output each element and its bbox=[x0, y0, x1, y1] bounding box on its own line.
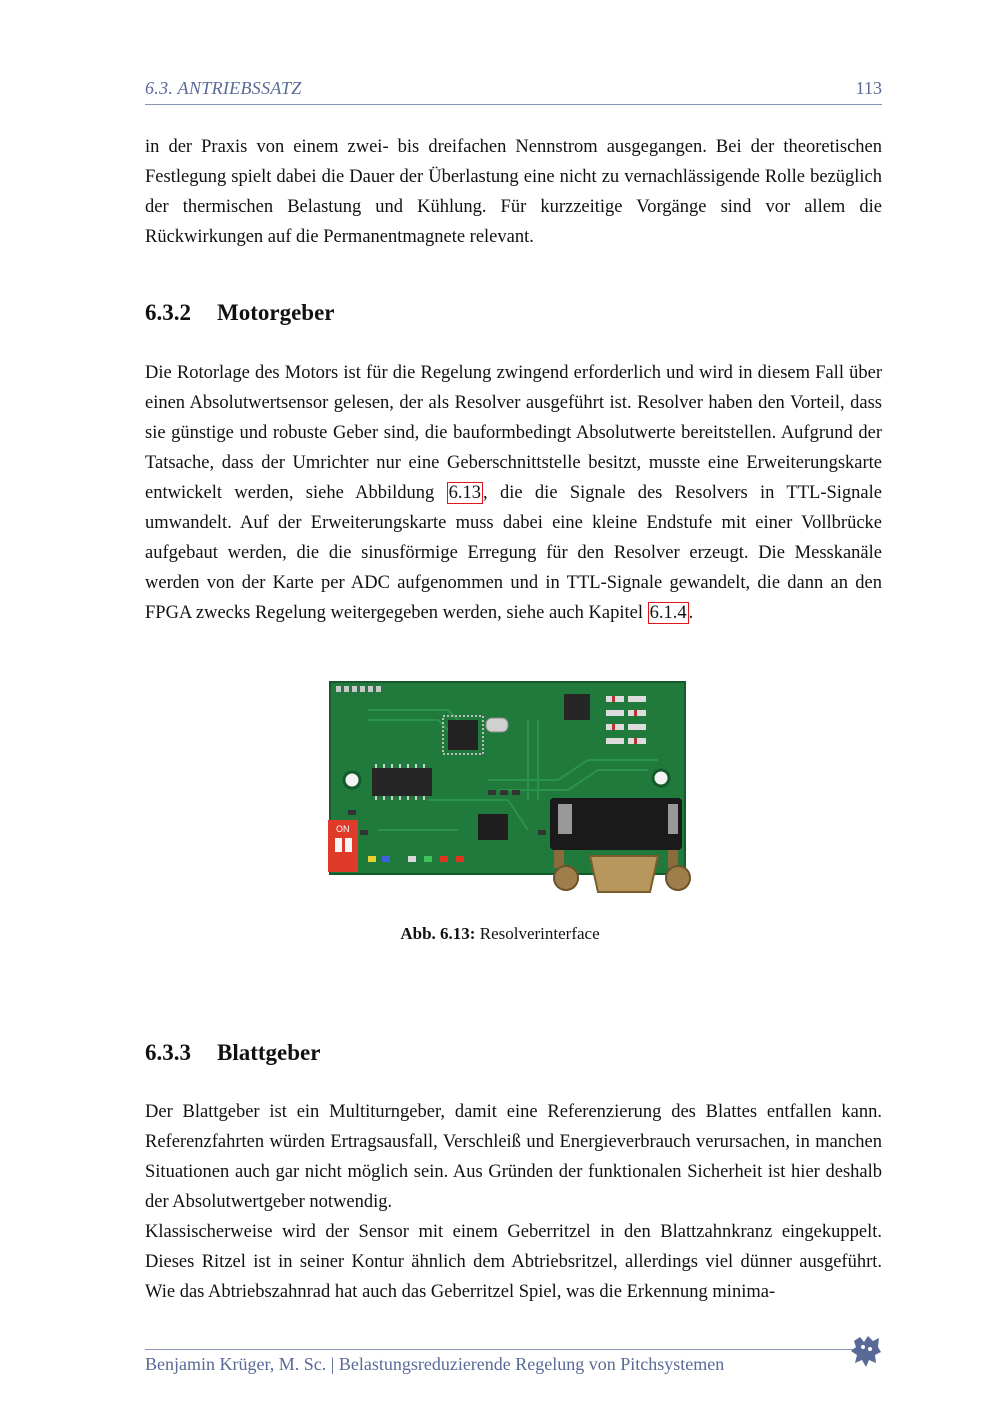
blattgeber-paragraph-1: Der Blattgeber ist ein Multiturngeber, damit eine Referenzierung des Blattes entfallen kann. Referenzfahrten würden Ertragsausfall, Verschleiß und Energieverbrauch verursachen, in manchen Situationen auch gar nicht möglich sein. Aus Gründen der funktionalen Sicherheit ist hier deshalb der Absolutwertgeber notwendig. bbox=[145, 1102, 882, 1212]
paragraph-text: . bbox=[688, 603, 694, 623]
ic-chip bbox=[564, 694, 590, 720]
section-number: 6.3.3 bbox=[145, 1040, 191, 1065]
caption-text: Resolverinterface bbox=[475, 924, 600, 943]
intro-paragraph: in der Praxis von einem zwei- bis dreifachen Nennstrom ausgegangen. Bei der theoretischen Festlegung spielt dabei die Dauer der Überlastung eine nicht zu vernachlässigende Rolle bezüglich der thermischen Belastung und Kühlung. Für kurzzeitige Vorgänge sind vor allem die Rückwirkungen auf die Permanentmagnete relevant. bbox=[145, 137, 882, 247]
mounting-hole bbox=[653, 770, 669, 786]
chapter-title: 6.3. ANTRIEBSSATZ bbox=[145, 78, 302, 98]
section-title: Blattgeber bbox=[217, 1040, 321, 1065]
figure-caption bbox=[0, 924, 1000, 944]
page-footer: Benjamin Krüger, M. Sc. | Belastungsreduzierende Regelung von Pitchsystemen bbox=[145, 1354, 725, 1374]
caption-label: Abb. 6.13: bbox=[400, 924, 476, 943]
section-heading-blattgeber bbox=[145, 1040, 320, 1066]
chapter-reference-link[interactable]: 6.1.4 bbox=[649, 603, 687, 623]
section-title: Motorgeber bbox=[217, 300, 335, 325]
paragraph-text: Die Rotorlage des Motors ist für die Regelung zwingend erforderlich und wird in diesem Fall über einen Absolutwertsensor gelesen, der als Resolver ausgeführt ist. Resolver haben den Vorteil, dass sie günstige und robuste Geber sind, die bauformbedingt Absolutwerte bereitstellen. Aufgrund der Tatsache, dass der Umrichter nur eine Geberschnittstelle besitzt, musste eine Erweiterungskarte entwickelt werden, siehe Abbildung bbox=[145, 363, 882, 503]
ic-chip bbox=[372, 768, 432, 796]
running-header bbox=[145, 76, 882, 105]
mounting-hole bbox=[344, 772, 360, 788]
db9-shell bbox=[590, 856, 658, 892]
page-number: 113 bbox=[855, 78, 882, 98]
section-number: 6.3.2 bbox=[145, 300, 191, 325]
resolver-interface-photo bbox=[328, 680, 712, 905]
ic-chip bbox=[478, 814, 508, 840]
pcb-illustration bbox=[328, 680, 712, 905]
paragraph-text: , die die Signale des Resolvers in TTL-Signale umwandelt. Auf der Erweiterungskarte muss dabei eine kleine Endstufe mit einer Vollbrücke aufgebaut werden, die die sinusförmige Erregung für den Resolver erzeugt. Die Messkanäle werden von der Karte per ADC aufgenommen und in TTL-Signale gewandelt, die dann an den FPGA zwecks Regelung weitergegeben werden, siehe auch Kapitel bbox=[145, 483, 882, 623]
dip-switch-label: ON bbox=[336, 824, 350, 834]
institution-logo-icon bbox=[848, 1333, 884, 1369]
microcontroller-chip bbox=[448, 720, 478, 750]
figure-reference-link[interactable]: 6.13 bbox=[448, 483, 482, 503]
blattgeber-paragraph-2: Klassischerweise wird der Sensor mit einem Geberritzel in den Blattzahnkranz eingekuppelt. Dieses Ritzel ist in seiner Kontur ähnlich dem Abtriebsritzel, allerdings viel dünner ausgeführt. Wie das Abtriebszahnrad hat auch das Geberritzel Spiel, was die Erkennung minima- bbox=[145, 1222, 882, 1302]
footer-rule bbox=[145, 1349, 857, 1350]
motorgeber-paragraph bbox=[145, 358, 882, 628]
section-heading-motorgeber bbox=[145, 300, 335, 326]
